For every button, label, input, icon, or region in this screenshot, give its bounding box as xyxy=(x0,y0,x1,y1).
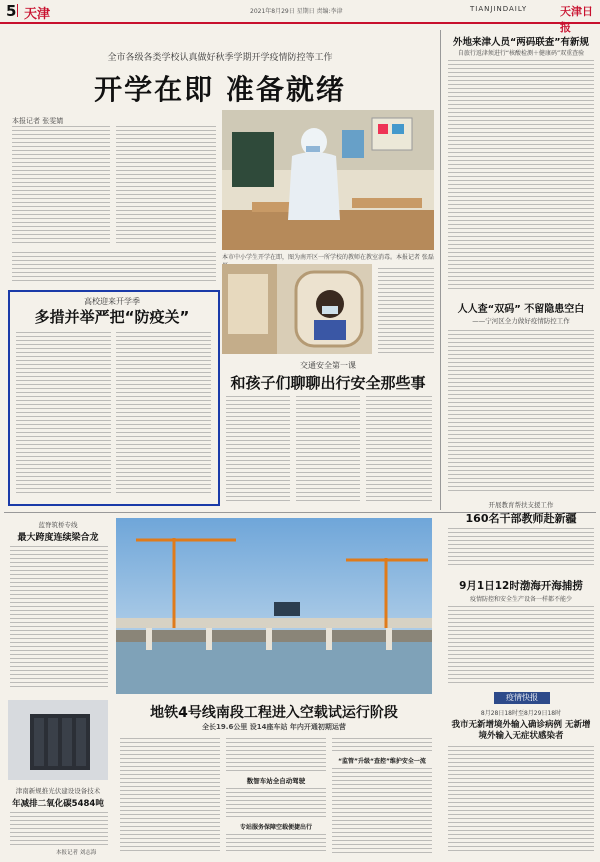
lead-byline: 本报记者 张雯婧 xyxy=(12,117,64,125)
bottom-left-headline: 年减排二氧化碳5484吨 xyxy=(12,799,104,809)
masthead-divider xyxy=(17,4,18,17)
right-story4-headline: 9月1日12时渤海开海捕捞 xyxy=(459,580,583,592)
section-name: 天津 xyxy=(24,7,51,22)
metro-subhead-1: 数智车站全自动驾驶 xyxy=(246,777,306,785)
right-story4-text xyxy=(448,606,594,684)
covid-date-deck: 8月28日18时至8月29日18时 xyxy=(480,710,562,717)
metro-headline: 地铁4号线南段工程进入空载试运行阶段 xyxy=(150,705,398,721)
traffic-text-column-2 xyxy=(296,396,360,502)
right-story1-text xyxy=(448,60,594,290)
lead-kicker: 全市各级各类学校认真做好秋季学期开学疫情防控等工作 xyxy=(107,53,333,63)
student-illustration xyxy=(222,264,372,354)
metro-text-column-1 xyxy=(120,738,220,854)
right-story1-deck: 自旅行返津须进行“核酸检测＋健康码”双重查验 xyxy=(457,50,585,57)
metro-text-column-2a xyxy=(226,738,326,772)
metro-text-column-3b xyxy=(332,768,432,854)
traffic-text-column-1 xyxy=(226,396,290,502)
bottom-left-text xyxy=(10,812,108,846)
lead-text-column-2 xyxy=(116,126,216,246)
right-story3-headline: 160名干部教师赴新疆 xyxy=(465,512,577,525)
bottom-left-caption: 津南新规推光伏建设设备技术 xyxy=(15,787,101,795)
class-photo-2 xyxy=(222,264,372,354)
lead-text-column-3 xyxy=(12,252,216,282)
right-story2-text xyxy=(448,330,594,494)
highlight-kicker: 高校迎来开学季 xyxy=(84,297,140,306)
photo-side-text xyxy=(378,268,434,354)
highlight-text-column-2 xyxy=(116,332,211,496)
traffic-kicker: 交通安全第一课 xyxy=(300,361,356,370)
metro-subhead-3: 专站服务保障空载便捷出行 xyxy=(239,824,312,831)
page-number: 5 xyxy=(6,2,17,20)
classroom-photo xyxy=(222,110,434,250)
bottom-left-byline: 本报记者 刘志海 xyxy=(56,850,97,856)
metro-subhead-2: “监管”升级“查控”维护安全一流 xyxy=(338,758,426,765)
right-column-divider xyxy=(440,30,441,510)
equipment-illustration xyxy=(8,700,108,780)
right-story3-kicker: 开展教育帮扶支援工作 xyxy=(488,501,554,509)
photo-caption: 本市中小学生开学在即，图为南开区一所学校的教师在教室消毒。本报记者 张磊 xyxy=(222,254,434,261)
right-story3-text xyxy=(448,528,594,568)
classroom-illustration xyxy=(222,110,434,250)
right-story2-headline: 人人查“双码” 不留隐患空白 xyxy=(457,304,585,315)
engineering-text xyxy=(10,546,108,690)
traffic-text-column-3 xyxy=(366,396,432,502)
bridge-photo xyxy=(116,518,432,694)
dateline: 2021年8月29日 星期日 责编:李津 xyxy=(250,8,343,15)
right-story1-headline: 外地来津人员“两码联查”有新规 xyxy=(453,37,589,48)
metro-deck: 全长19.6公里 设14座车站 年内开通初期运营 xyxy=(202,723,346,731)
traffic-headline: 和孩子们聊聊出行安全那些事 xyxy=(230,374,426,392)
engineering-kicker: 蓝脊筑桥专线 xyxy=(38,521,78,529)
right-story2-deck: ——宁河区全力做好疫情防控工作 xyxy=(472,317,570,325)
lead-text-column-1 xyxy=(12,126,110,246)
paper-logo: 天津日报 xyxy=(560,5,593,34)
covid-headline: 我市无新增境外输入确诊病例 无新增境外输入无症状感染者 xyxy=(451,720,591,741)
metro-text-column-2c xyxy=(226,834,326,854)
lead-headline: 开学在即 准备就绪 xyxy=(94,73,346,106)
equipment-photo xyxy=(8,700,108,780)
paper-name-latin: TIANJINDAILY xyxy=(470,5,528,13)
right-story4-deck: 疫情防控和安全生产设备一样都不能少 xyxy=(469,596,572,603)
covid-text xyxy=(448,746,594,854)
covid-bulletin-bar: 疫情快报 xyxy=(494,692,550,704)
bridge-illustration xyxy=(116,518,432,694)
engineering-headline: 最大跨度连续梁合龙 xyxy=(17,533,99,543)
highlight-text-column-1 xyxy=(16,332,111,496)
highlight-headline: 多措并举严把“防疫关” xyxy=(34,308,190,326)
metro-text-column-2b xyxy=(226,788,326,818)
metro-text-column-3a xyxy=(332,738,432,752)
